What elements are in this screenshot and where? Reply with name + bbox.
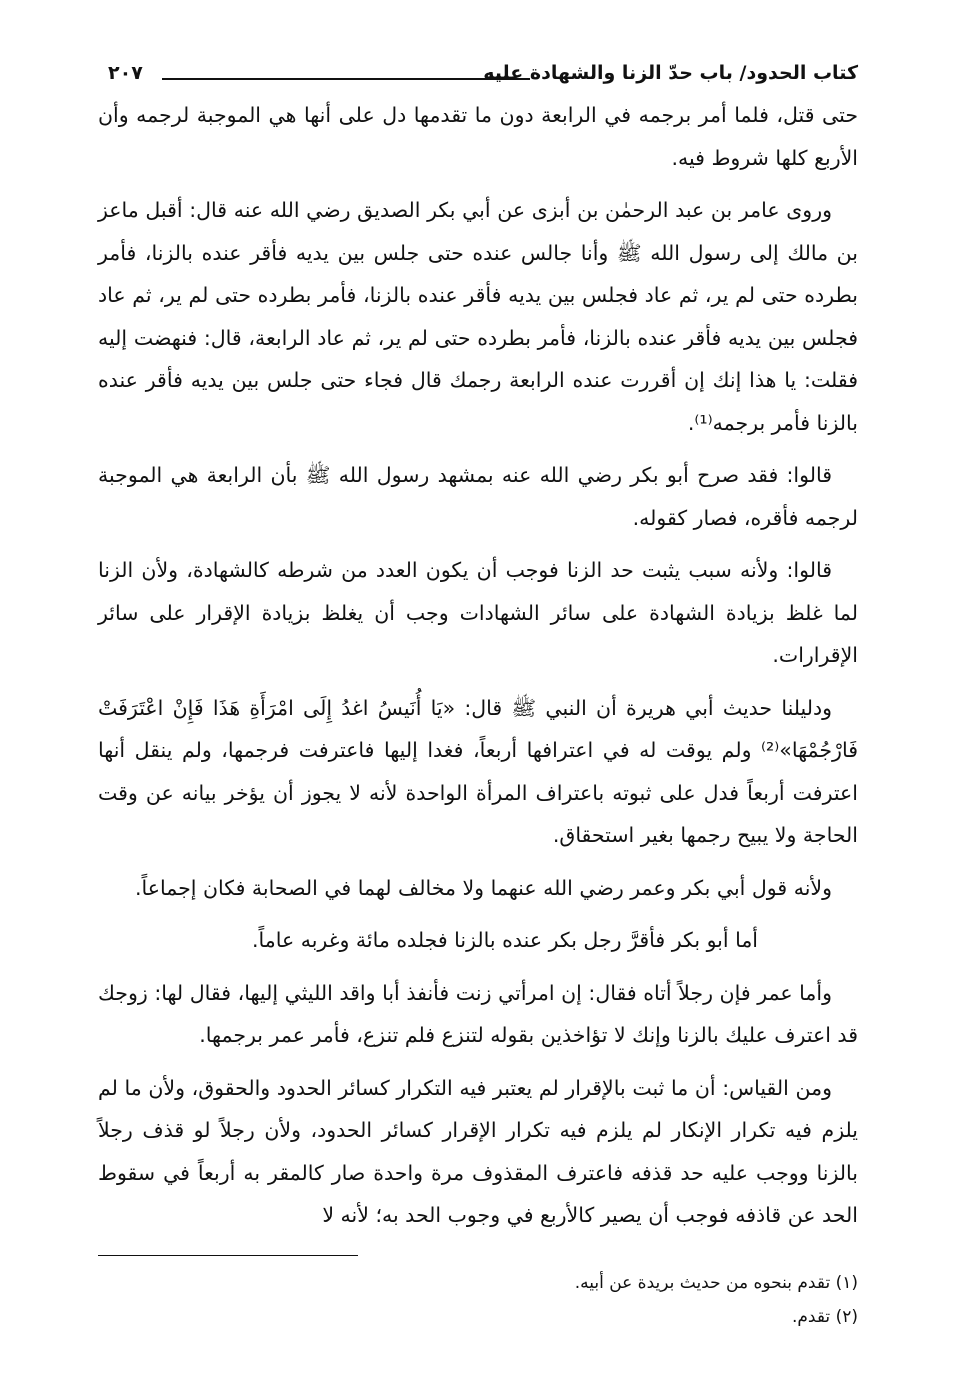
footnote-separator bbox=[98, 1255, 358, 1256]
footnote-1: (١) تقدم بنحوه من حديث بريدة عن أبيه. bbox=[574, 1272, 858, 1293]
paragraph-unais-hadith: ودليلنا حديث أبي هريرة أن النبي ﷺ قال: «يَا أُنَيسُ اغدُ إِلَى امْرَأَةِ هَذَا فَإِنْ اعْتَرَفَتْ فَارْجُمْهَا»⁽²⁾ ولم يوقت له في اعترافها أربعاً، فغدا إليها فاعترفت فرجمها، ولم ينقل أنها اعترفت أربعاً فدل على ثبوته باعتراف المرأة الواحدة لأنه لا يجوز أن يؤخر بيانه عن وقت الحاجة ولا يبيح رجمها بغير استحقاق. bbox=[98, 695, 858, 847]
paragraph-abu-bakr-statement: قالوا: فقد صرح أبو بكر رضي الله عنه بمشهد رسول الله ﷺ بأن الرابعة هي الموجبة لرجمه فأقره، فصار كقوله. bbox=[98, 463, 858, 530]
paragraph-qiyas: ومن القياس: أن ما ثبت بالإقرار لم يعتبر فيه التكرار كسائر الحدود والحقوق، ولأن ما لم يلزم فيه تكرار الإنكار لم يلزم فيه تكرار الإقرار كسائر الحدود، ولأن رجلاً لو قذف رجلاً بالزنا ووجب عليه حد قذفه فاعترف المقذوف مرة واحدة صار كالمقر به أربعاً في سقوط الحد عن قاذفه فوجب أن يصير كالأربع في وجوب الحد به؛ لأنه لا bbox=[98, 1075, 858, 1227]
paragraph-continuation: حتى قتل، فلما أمر برجمه في الرابعة دون ما تقدمها دل على أنها هي الموجبة لرجمه وأن الأربع كلها شروط فيه. bbox=[98, 103, 858, 170]
page-number: ٢٠٧ bbox=[108, 62, 143, 84]
document-page bbox=[98, 60, 858, 1360]
main-text bbox=[98, 94, 858, 1237]
paragraph-abu-bakr-ruling: أما أبو بكر فأقرَّ رجل بكر عنده بالزنا فجلده مائة وغربه عاماً. bbox=[252, 928, 758, 952]
running-title: كتاب الحدود/ باب حدّ الزنا والشهادة عليه bbox=[483, 62, 858, 84]
paragraph-sabab-argument: قالوا: ولأنه سبب يثبت حد الزنا فوجب أن يكون العدد من شرطه كالشهادة، ولأن الزنا لما غلظ بزيادة الشهادة على سائر الشهادات وجب أن يغلظ بزيادة الإقرار على سائر الإقرارات. bbox=[98, 558, 858, 667]
footnotes bbox=[98, 1266, 858, 1334]
footnote-2: (٢) تقدم. bbox=[791, 1306, 858, 1327]
paragraph-ijma: ولأنه قول أبي بكر وعمر رضي الله عنهما ولا مخالف لهما في الصحابة فكان إجماعاً. bbox=[135, 875, 832, 900]
paragraph-amir-narration: وروى عامر بن عبد الرحمٰن بن أبزى عن أبي بكر الصديق رضي الله عنه قال: أقبل ماعز بن مالك إلى رسول الله ﷺ وأنا جالس عنده حتى جلس بين يديه فأقر عنده بالزنا، فأمر بطرده حتى لم ير، ثم عاد فجلس بين يديه فأقر عنده بالزنا، فأمر بطرده حتى لم ير، ثم عاد فجلس بين يديه فأقر عنده بالزنا، فأمر بطرده حتى لم ير، ثم عاد الرابعة، قال: فنهضت إليه فقلت: يا هذا إنك إن أقررت عنده الرابعة رجمك قال فجاء حتى جلس بين يديه فأقر عنده بالزنا فأمر برجمه⁽¹⁾. bbox=[98, 198, 858, 435]
page-header bbox=[98, 60, 858, 94]
paragraph-umar-ruling: وأما عمر فإن رجلاً أتاه فقال: إن امرأتي زنت فأنفذ أبا واقد الليثي إليها، فقال لها: زوجك قد اعترف عليك بالزنا وإنك لا تؤاخذين بقوله لتنزع فلم تنزع، فأمر عمر برجمها. bbox=[98, 980, 858, 1047]
header-rule bbox=[162, 78, 530, 80]
